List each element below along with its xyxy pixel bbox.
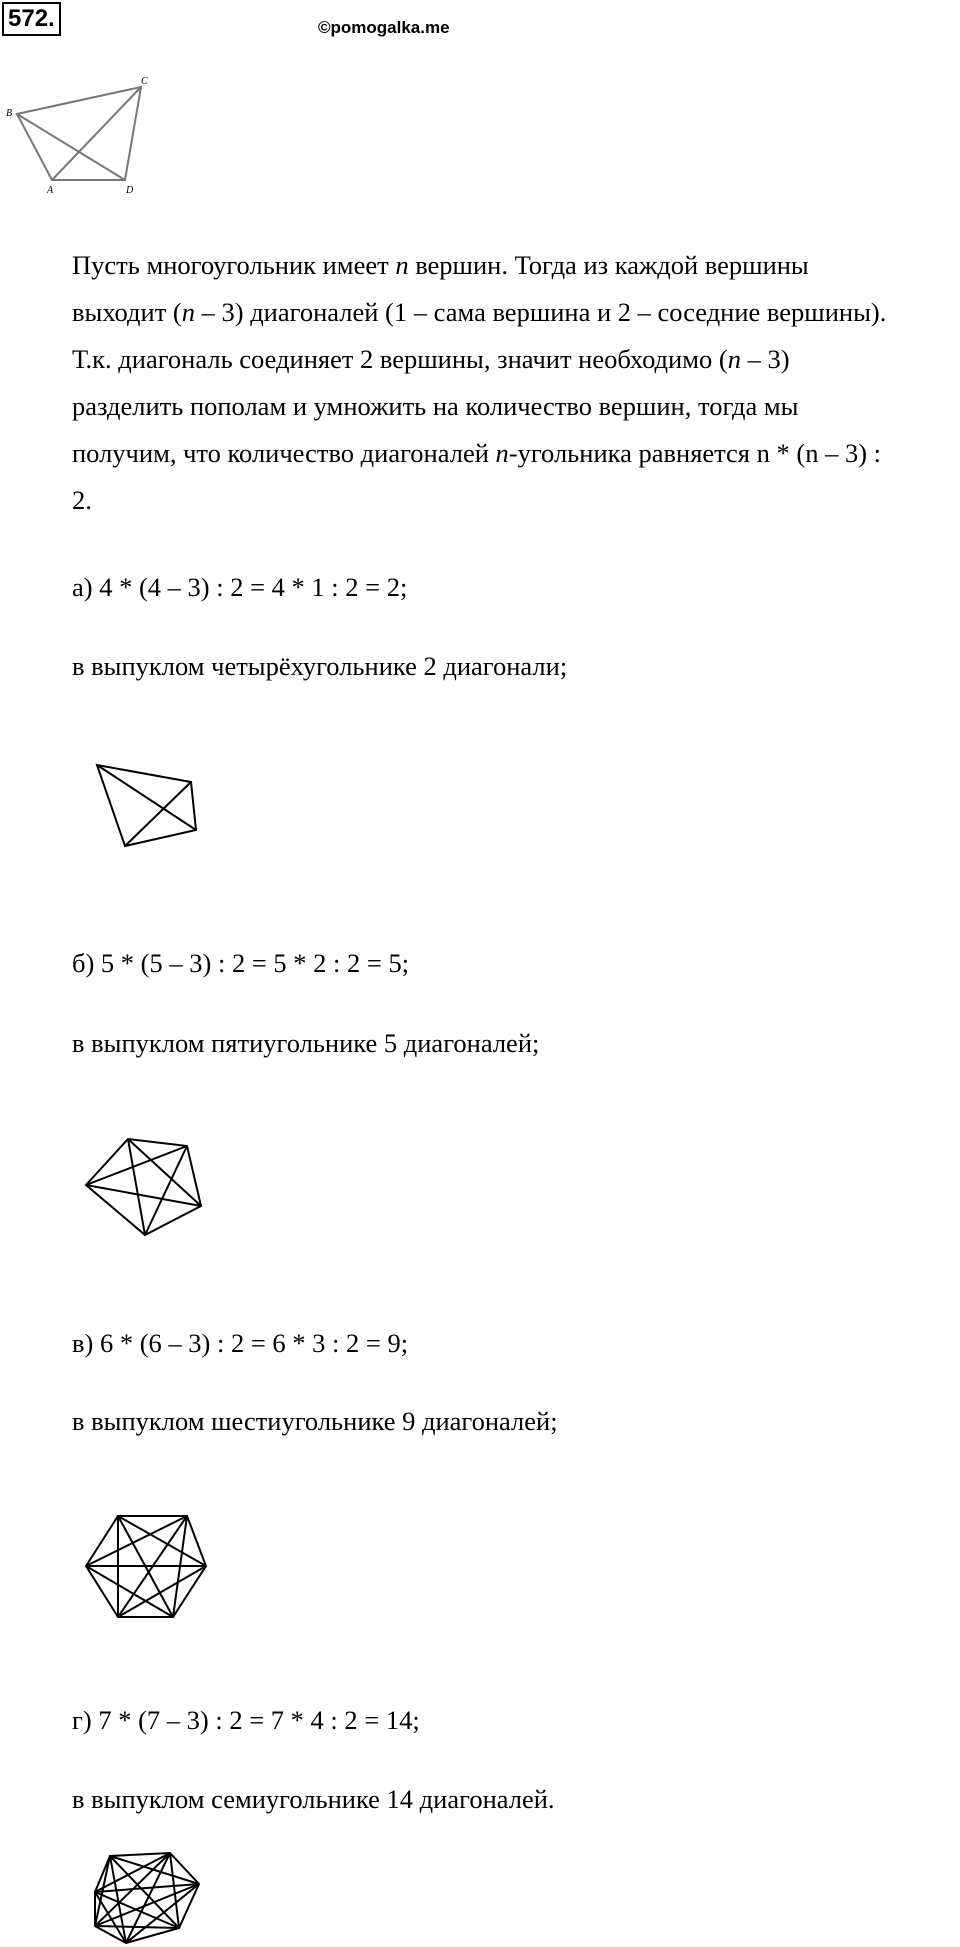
var-n: n xyxy=(727,344,741,374)
text-run: Т.к. диагональ соединяет 2 вершины, значит необходимо ( xyxy=(72,344,728,374)
case-c-formula: в) 6 * (6 – 3) : 2 = 6 * 3 : 2 = 9; xyxy=(72,1328,409,1358)
case-b-text: в выпуклом пятиугольнике 5 диагоналей; xyxy=(72,1028,540,1058)
var-n: n xyxy=(495,438,509,468)
text-run: получим, что количество диагоналей xyxy=(72,438,496,468)
vertex-label-a: A xyxy=(47,185,54,196)
text-run: вершин. Тогда из каждой вершины xyxy=(408,250,809,280)
case-c-text: в выпуклом шестиугольнике 9 диагоналей; xyxy=(72,1406,558,1436)
vertex-label-d: D xyxy=(126,185,134,196)
text-run: -угольника равняется n * (n – 3) : xyxy=(508,438,882,468)
text-run: выходит ( xyxy=(72,297,182,327)
vertex-label-b: B xyxy=(6,108,13,119)
text-run: – 3) xyxy=(740,344,790,374)
watermark: ©pomogalka.me xyxy=(318,18,450,37)
case-b-formula: б) 5 * (5 – 3) : 2 = 5 * 2 : 2 = 5; xyxy=(72,948,410,978)
var-n: n xyxy=(181,297,195,327)
case-a-formula: а) 4 * (4 – 3) : 2 = 4 * 1 : 2 = 2; xyxy=(72,572,408,602)
case-d-text: в выпуклом семиугольнике 14 диагоналей. xyxy=(72,1784,555,1814)
var-n: n xyxy=(395,250,409,280)
problem-number: 572. xyxy=(2,2,61,36)
intro-line-6: 2. xyxy=(72,485,92,515)
text-run: Пусть многоугольник имеет xyxy=(72,250,396,280)
intro-line-4: разделить пополам и умножить на количество вершин, тогда мы xyxy=(72,391,799,421)
text-run: – 3) диагоналей (1 – сама вершина и 2 – соседние вершины). xyxy=(195,297,887,327)
case-d-formula: г) 7 * (7 – 3) : 2 = 7 * 4 : 2 = 14; xyxy=(72,1705,420,1735)
vertex-label-c: C xyxy=(141,76,148,87)
case-a-text: в выпуклом четырёхугольнике 2 диагонали; xyxy=(72,651,568,681)
